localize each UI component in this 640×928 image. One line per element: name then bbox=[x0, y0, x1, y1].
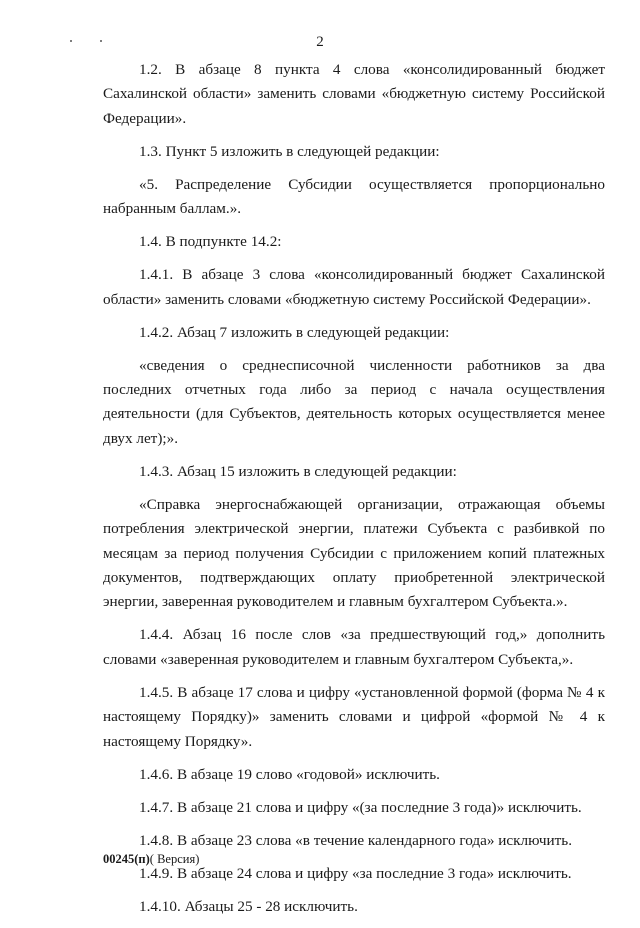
paragraph-1-3: 1.3. Пункт 5 изложить в следующей редакции: bbox=[139, 142, 440, 160]
paragraph-1-4-3: 1.4.3. Абзац 15 изложить в следующей редакции: bbox=[139, 462, 457, 480]
paragraph-1-4-4: 1.4.4. Абзац 16 после слов «за предшествующий год,» дополнить словами «заверенная руководителем и главным бухгалтером Субъекта,». bbox=[103, 626, 605, 668]
document-body bbox=[103, 58, 605, 928]
paragraph-1-4-7: 1.4.7. В абзаце 21 слова и цифру «(за последние 3 года)» исключить. bbox=[139, 798, 582, 816]
paragraph-1-4-10: 1.4.10. Абзацы 25 - 28 исключить. bbox=[139, 897, 358, 915]
paragraph-1-4-8: 1.4.8. В абзаце 23 слова «в течение календарного года» исключить. bbox=[139, 831, 572, 849]
paragraph-1-4-6: 1.4.6. В абзаце 19 слово «годовой» исключить. bbox=[139, 765, 440, 783]
document-code: 00245(п) bbox=[103, 852, 150, 866]
paragraph-1-4: 1.4. В подпункте 14.2: bbox=[139, 233, 282, 251]
paragraph-1-4-9: 1.4.9. В абзаце 24 слова и цифру «за последние 3 года» исключить. bbox=[139, 864, 572, 882]
paragraph-1-4-5: 1.4.5. В абзаце 17 слова и цифру «установленной формой (форма № 4 к настоящему Порядку)» заменить словами и цифрой «формой № 4 к настоящему Порядку». bbox=[103, 683, 605, 750]
paragraph-1-2: 1.2. В абзаце 8 пункта 4 слова «консолидированный бюджет Сахалинской области» заменить словами «бюджетную систему Российской Федерации». bbox=[103, 61, 605, 127]
paragraph-1-4-1: 1.4.1. В абзаце 3 слова «консолидированный бюджет Сахалинской области» заменить словами «бюджетную систему Российской Федерации». bbox=[103, 266, 605, 308]
document-version: ( Версия) bbox=[149, 852, 200, 866]
document-footer bbox=[103, 852, 199, 867]
paragraph-quote-5: «5. Распределение Субсидии осуществляется пропорционально набранным баллам.». bbox=[103, 175, 605, 218]
paragraph-1-4-2: 1.4.2. Абзац 7 изложить в следующей редакции: bbox=[139, 323, 450, 341]
page-number: 2 bbox=[316, 34, 324, 50]
paragraph-quote-employees: «сведения о среднесписочной численности работников за два последних отчетных года либо за период с начала осуществления деятельности (для Субъектов, деятельность которых осуществляется менее двух лет);». bbox=[103, 356, 605, 447]
paragraph-quote-energy: «Справка энергоснабжающей организации, отражающая объемы потребления электрической энергии, платежи Субъекта с разбивкой по месяцам за период получения Субсидии с приложением копий платежных документов, подтверждающих оплату приобретенной электрической энергии, заверенная руководителем и главным бухгалтером Субъекта.». bbox=[103, 495, 605, 611]
